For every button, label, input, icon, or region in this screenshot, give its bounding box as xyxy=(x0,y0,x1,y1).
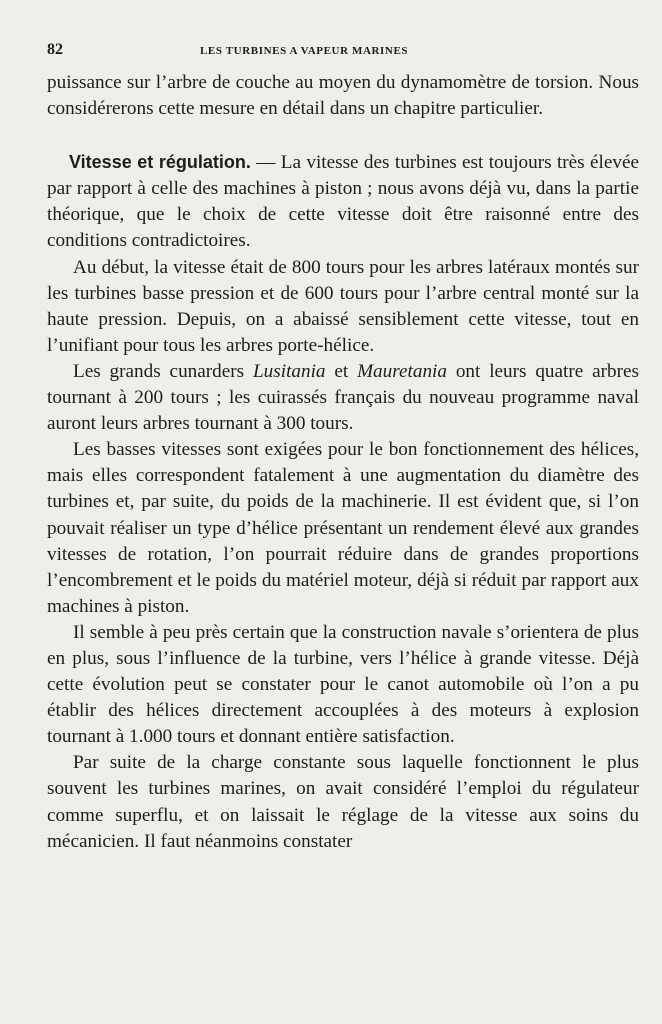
paragraph-7: Par suite de la charge constante sous laquelle fonctionnent le plus souvent les turbines marines, on avait considéré l’emploi du régulateur comme superflu, et on laissait le réglage de la vitesse aux soins du mécanicien. Il faut néanmoins constater xyxy=(47,752,639,852)
paragraph-1: puissance sur l’arbre de couche au moyen du dynamomètre de torsion. Nous considérerons cette mesure en détail dans un chapitre particulier. xyxy=(47,72,639,120)
section-heading: Vitesse et régulation. xyxy=(69,152,251,173)
running-title: LES TURBINES A VAPEUR MARINES xyxy=(200,45,409,57)
paragraph-5: Les basses vitesses sont exigées pour le bon fonctionnement des hélices, mais elles correspondent fatalement à une augmentation du diamètre des turbines et, par suite, du poids de la machinerie. Il est évident que, si l’on pouvait réaliser un type d’hélice présentant un rendement élevé aux grandes vitesses de rotation, l’on pourrait réduire dans de grandes proportions l’encombrement et le poids du matériel moteur, déjà si réduit par rapport aux machines à piston. xyxy=(47,439,639,617)
paragraph-4-text-c: ont leurs quatre arbres tournant à 200 tours ; les cuirassés français du nouveau programme naval auront leurs arbres tournant à 300 tours. xyxy=(47,360,640,435)
page-number: 82 xyxy=(47,41,63,58)
ship-name-lusitania: Lusitania xyxy=(253,360,326,382)
page-header xyxy=(47,40,637,64)
body-text xyxy=(47,70,639,855)
paragraph-2-text: — La vitesse des turbines est toujours très élevée par rapport à celle des machines à piston ; nous avons déjà vu, dans la partie théorique, que le choix de cette vitesse doit être raisonné entre des conditions contradictoires. xyxy=(47,152,639,252)
paragraph-4-text-b: et xyxy=(325,360,358,382)
paragraph-4-text-a: Les grands cunarders xyxy=(73,360,253,382)
paragraph-2 xyxy=(47,149,639,254)
ship-name-mauretania: Mauretania xyxy=(357,360,447,382)
paragraph-4 xyxy=(47,359,639,437)
paragraph-3: Au début, la vitesse était de 800 tours pour les arbres latéraux montés sur les turbines basse pression et de 600 tours pour l’arbre central monté sur la haute pression. Depuis, on a abaissé sensiblement cette vitesse, tout en l’unifiant pour tous les arbres porte-hélice. xyxy=(47,256,639,356)
paragraph-6: Il semble à peu près certain que la construction navale s’orientera de plus en plus, sous l’influence de la turbine, vers l’hélice à grande vitesse. Déjà cette évolution peut se constater pour le canot automobile où l’on a pu établir des hélices directement accouplées à des moteurs à explosion tournant à 1.000 tours et donnant entière satisfaction. xyxy=(47,621,639,748)
